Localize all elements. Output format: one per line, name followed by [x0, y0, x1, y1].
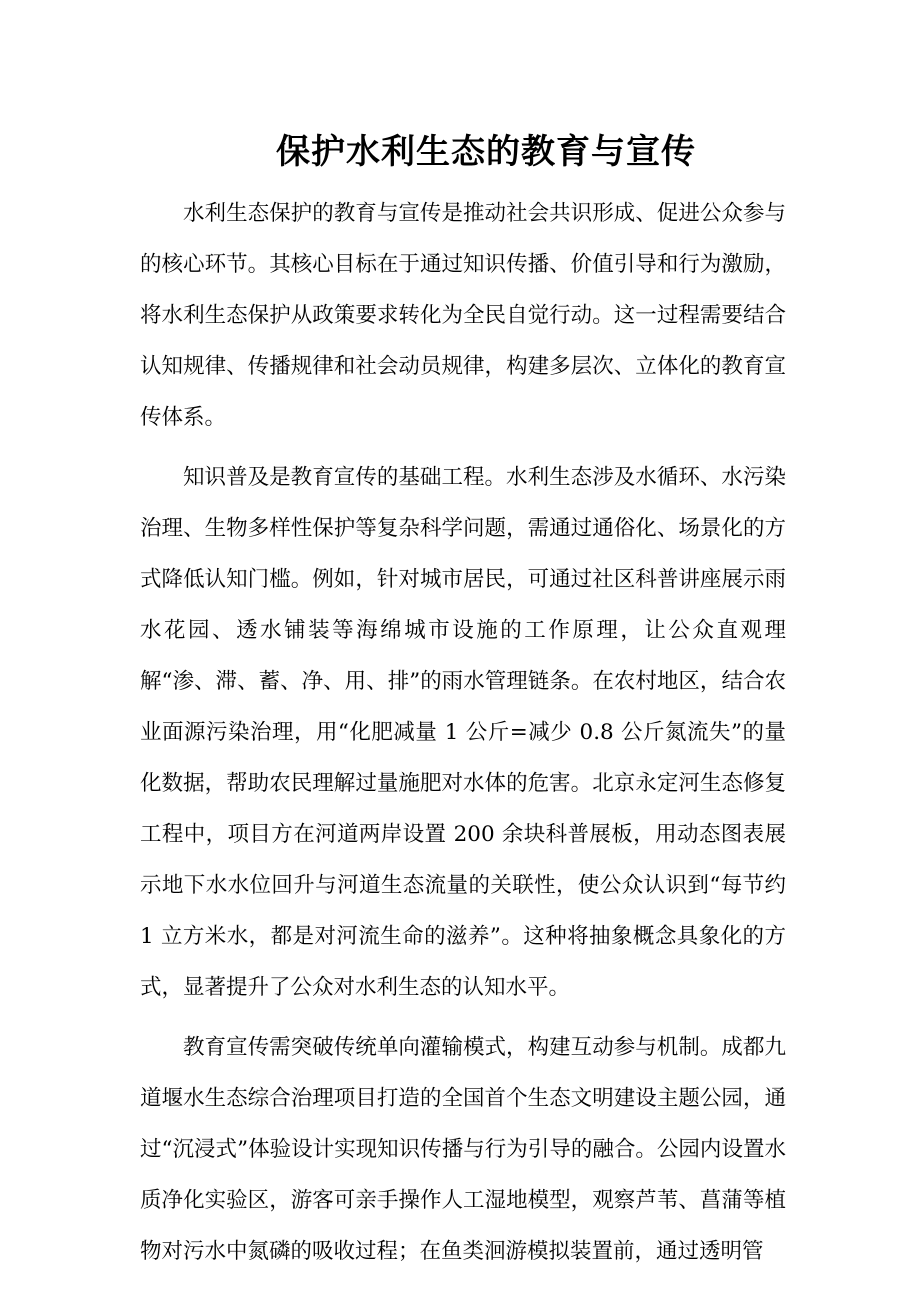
paragraph: 水利生态保护的教育与宣传是推动社会共识形成、促进公众参与的核心环节。其核心目标在于通过知识传播、价值引导和行为激励，将水利生态保护从政策要求转化为全民自觉行动。这一过程需要结合认知规律、传播规律和社会动员规律，构建多层次、立体化的教育宣传体系。	[140, 201, 786, 430]
document-title: 保护水利生态的教育与宣传	[276, 132, 696, 172]
document-body	[140, 188, 786, 1286]
paragraph: 教育宣传需突破传统单向灌输模式，构建互动参与机制。成都九道堰水生态综合治理项目打造的全国首个生态文明建设主题公园，通过“沉浸式”体验设计实现知识传播与行为引导的融合。公园内设置水质净化实验区，游客可亲手操作人工湿地模型，观察芦苇、菖蒲等植物对污水中氮磷的吸收过程；在鱼类洄游模拟装置前，通过透明管	[140, 1035, 786, 1264]
paragraph: 知识普及是教育宣传的基础工程。水利生态涉及水循环、水污染治理、生物多样性保护等复杂科学问题，需通过通俗化、场景化的方式降低认知门槛。例如，针对城市居民，可通过社区科普讲座展示雨水花园、透水铺装等海绵城市设施的工作原理，让公众直观理解“渗、滞、蓄、净、用、排”的雨水管理链条。在农村地区，结合农业面源污染治理，用“化肥减量 1 公斤=减少 0.8 公斤氮流失”的量化数据，帮助农民理解过量施肥对水体的危害。北京永定河生态修复工程中，项目方在河道两岸设置 200 余块科普展板，用动态图表展示地下水水位回升与河道生态流量的关联性，使公众认识到“每节约 1 立方米水，都是对河流生命的滋养”。这种将抽象概念具象化的方式，显著提升了公众对水利生态的认知水平。	[140, 465, 786, 1000]
